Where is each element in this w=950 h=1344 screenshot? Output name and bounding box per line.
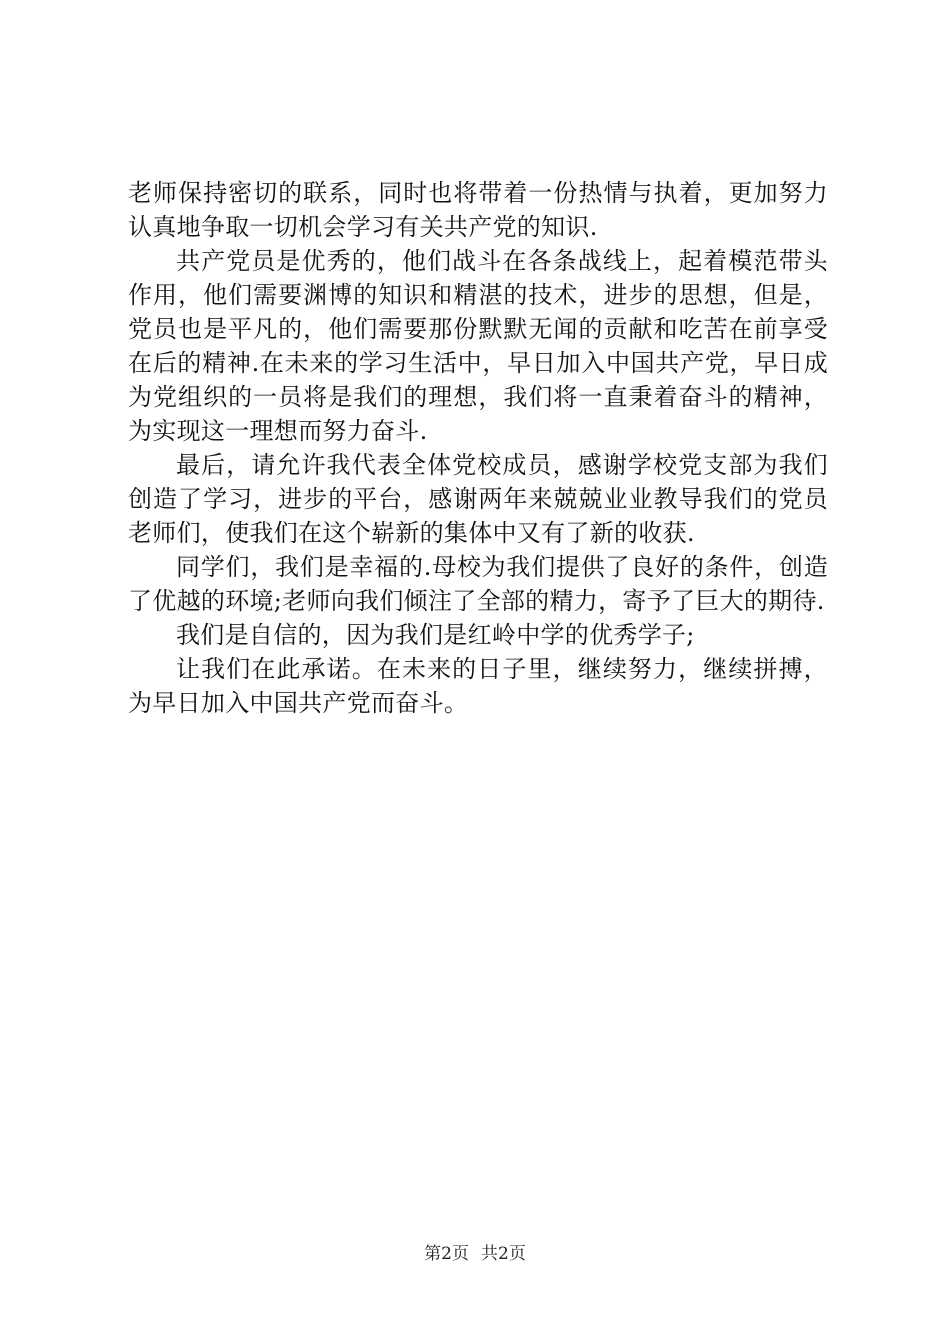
document-body [128,176,828,720]
paragraph-promise: 让我们在此承诺。在未来的日子里，继续努力，继续拼搏，为早日加入中国共产党而奋斗。 [128,655,828,717]
paragraph-continuation: 老师保持密切的联系，同时也将带着一份热情与执着，更加努力认真地争取一切机会学习有关共产党的知识. [128,179,828,241]
page-footer [0,1243,950,1265]
paragraph-thanks: 最后，请允许我代表全体党校成员，感谢学校党支部为我们创造了学习，进步的平台，感谢两年来兢兢业业教导我们的党员老师们，使我们在这个崭新的集体中又有了新的收获. [128,451,828,547]
paragraph-happiness: 同学们，我们是幸福的.母校为我们提供了良好的条件，创造了优越的环境;老师向我们倾注了全部的精力，寄予了巨大的期待. [128,553,828,615]
page-total: 共2页 [481,1244,526,1264]
paragraph-confidence: 我们是自信的，因为我们是红岭中学的优秀学子; [176,621,695,649]
paragraph-party-members: 共产党员是优秀的，他们战斗在各条战线上，起着模范带头作用，他们需要渊博的知识和精湛的技术，进步的思想，但是，党员也是平凡的，他们需要那份默默无闻的贡献和吃苦在前享受在后的精神.在未来的学习生活中，早日加入中国共产党，早日成为党组织的一员将是我们的理想，我们将一直秉着奋斗的精神，为实现这一理想而努力奋斗. [128,247,828,445]
page-number: 第2页 [424,1244,469,1264]
